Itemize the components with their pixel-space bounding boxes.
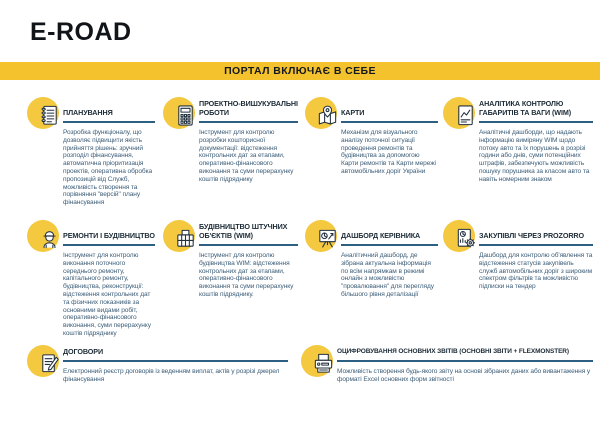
divider xyxy=(479,121,593,123)
feature-title: ПРОЕКТНО-ВИШУКУВАЛЬНІ РОБОТИ xyxy=(199,99,298,117)
divider xyxy=(337,360,593,362)
feature-description: Електронний реєстр договорів із веденням виплат, актів у розрізі джерел фінансування xyxy=(63,368,280,383)
feature-card xyxy=(443,219,593,291)
divider xyxy=(63,244,155,246)
feature-title: АНАЛІТИКА КОНТРОЛЮ ГАБАРИТІВ ТА ВАГИ (WIM) xyxy=(479,99,572,117)
feature-description: Інструмент для контролю виконання поточного середнього ремонту, капітального ремонту, будівництва, реконструкції: відстеження контрольних дат та фізичних показників за основними видами робіт, оперативно-фінансового виконання, суми перерахунку коштів підряднику xyxy=(63,252,151,337)
feature-description: Механізм для візуального аналізу поточної ситуації проведення ремонтів та будівництва за допомогою Карти ремонтів та Карти мережі автомобільних доріг України xyxy=(341,129,436,175)
feature-title: КАРТИ xyxy=(341,108,365,117)
dashboard-presentation-icon xyxy=(305,219,341,255)
divider xyxy=(63,121,155,123)
weigh-station-icon xyxy=(163,219,199,255)
feature-card xyxy=(301,344,593,384)
banner-label: ПОРТАЛ ВКЛЮЧАЄ В СЕБЕ xyxy=(224,65,376,77)
divider xyxy=(341,244,438,246)
calculator-icon xyxy=(163,96,199,132)
feature-description: Інструмент для контролю будівництва WIM: відстеження контрольних дат за етапами, оперативно-фінансового виконання та суми перерахунку коштів підряднику. xyxy=(199,252,294,298)
divider xyxy=(479,244,593,246)
feature-card xyxy=(27,219,155,338)
feature-card xyxy=(443,96,593,184)
contract-pencil-icon xyxy=(27,344,63,380)
feature-title: ДАШБОРД КЕРІВНИКА xyxy=(341,231,421,240)
feature-description: Можливість створення будь-якого звіту на основі зібраних даних або вивантаження у форматі Excel основних форм звітності xyxy=(337,368,591,383)
divider xyxy=(341,121,438,123)
feature-card xyxy=(305,219,438,299)
feature-description: Аналітичні дашборди, що надають інформацію виміряну WIM щодо потоку авто та їх порушень в розрізі години або днів, суми потенційних штрафів, забезпечують можливість пошуку порушника за класом авто та навіть номерним знаком xyxy=(479,129,590,183)
feature-title: ЗАКУПІВЛІ ЧЕРЕЗ PROZORRO xyxy=(479,231,585,240)
divider xyxy=(199,244,298,246)
procurement-gear-icon xyxy=(443,219,479,255)
feature-card xyxy=(305,96,438,176)
divider xyxy=(199,121,298,123)
feature-title: РЕМОНТИ І БУДІВНИЦТВО xyxy=(63,231,155,240)
feature-card xyxy=(27,96,155,207)
divider xyxy=(63,360,288,362)
feature-card xyxy=(163,96,298,184)
feature-title: БУДІВНИЦТВО ШТУЧНИХ ОБ'ЄКТІВ (WIM) xyxy=(199,222,288,240)
feature-description: Аналітичний дашборд, де зібрана актуальна інформація по всім напрямкам в режимі онлайн з можливістю "провалювання" для перегляду більшого рівня деталізації xyxy=(341,252,434,298)
feature-card xyxy=(163,219,298,299)
feature-title: ДОГОВОРИ xyxy=(63,347,104,356)
map-pin-icon xyxy=(305,96,341,132)
feature-title: ПЛАНУВАННЯ xyxy=(63,108,113,117)
construction-worker-icon xyxy=(27,219,63,255)
banner xyxy=(0,62,600,80)
feature-description: Дашборд для контролю об'явлення та відстеження статусів закупівель служб автомобільних доріг з широким спектром фільтрів та можливістю підписки на тендер xyxy=(479,252,593,291)
feature-description: Розробка функціоналу, що дозволяє підвищити якість прийняття рішень: зручний розподіл фінансування, автоматична пріоритизація проектів, оперативна обробка пропозицій від Служб, можливість створення та порівняння "версій" плану фінансування xyxy=(63,129,153,207)
page-title: E-ROAD xyxy=(30,18,132,46)
feature-title: ОЦИФРОВУВАННЯ ОСНОВНИХ ЗВІТІВ (ОСНОВНІ ЗВІТИ + FLEXMONSTER) xyxy=(337,348,569,355)
chart-report-icon xyxy=(443,96,479,132)
notebook-icon xyxy=(27,96,63,132)
digitization-icon xyxy=(301,344,337,380)
feature-description: Інструмент для контролю розробки кошторисної документації: відстеження контрольних дат за етапами, оперативно-фінансового виконання та суми перерахунку коштів підряднику xyxy=(199,129,294,183)
feature-card xyxy=(27,344,288,384)
